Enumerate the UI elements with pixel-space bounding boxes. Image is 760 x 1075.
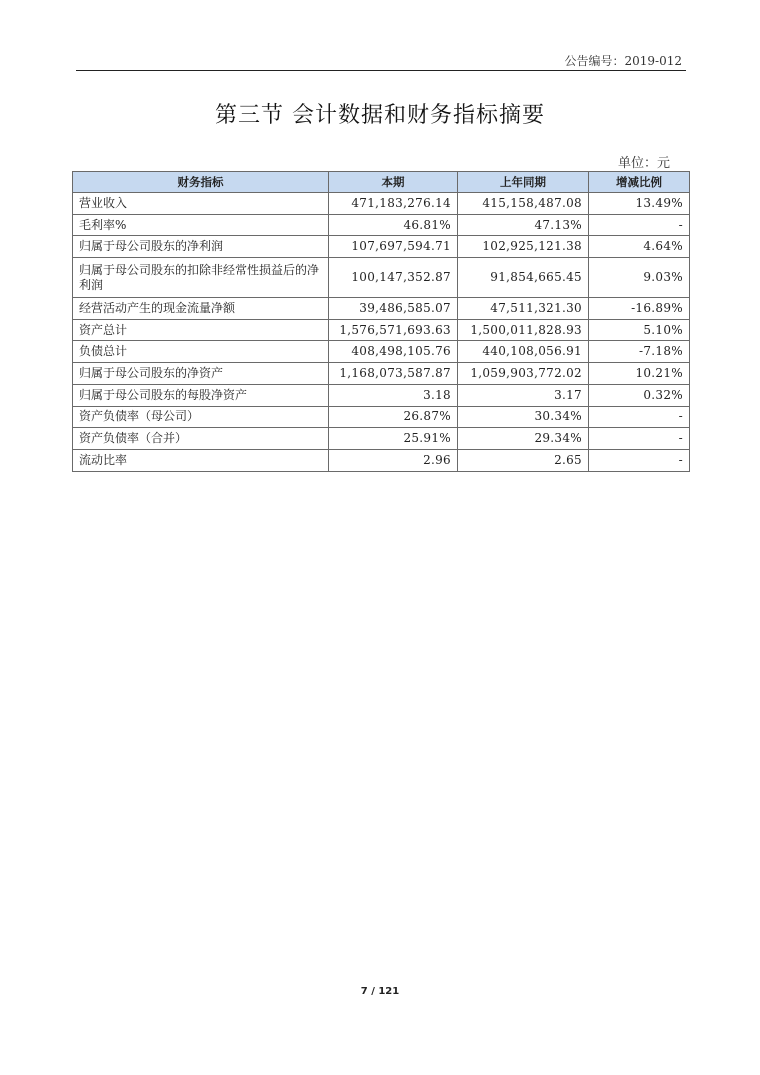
row-previous: 91,854,665.45 [458, 258, 589, 298]
row-previous: 47.13% [458, 214, 589, 236]
row-current: 26.87% [329, 406, 458, 428]
row-name: 营业收入 [73, 193, 329, 215]
section-title: 第三节 会计数据和财务指标摘要 [215, 103, 545, 128]
row-current: 107,697,594.71 [329, 236, 458, 258]
table-row [73, 319, 690, 341]
table-row [73, 341, 690, 363]
row-previous: 29.34% [458, 428, 589, 450]
table-row [73, 258, 690, 298]
page-number: 7 / 121 [360, 986, 400, 997]
row-change: -7.18% [589, 341, 690, 363]
row-current: 3.18 [329, 384, 458, 406]
row-current: 408,498,105.76 [329, 341, 458, 363]
table-row [73, 236, 690, 258]
row-current: 2.96 [329, 449, 458, 471]
table-row [73, 384, 690, 406]
table-row [73, 363, 690, 385]
row-change: 10.21% [589, 363, 690, 385]
table-row [73, 449, 690, 471]
row-current: 39,486,585.07 [329, 298, 458, 320]
row-current: 1,168,073,587.87 [329, 363, 458, 385]
row-name: 归属于母公司股东的净利润 [73, 236, 329, 258]
column-header-change: 增减比例 [589, 172, 690, 193]
table-row [73, 298, 690, 320]
row-change: 4.64% [589, 236, 690, 258]
header-divider [76, 70, 686, 71]
row-name: 毛利率% [73, 214, 329, 236]
row-current: 1,576,571,693.63 [329, 319, 458, 341]
row-change: 0.32% [589, 384, 690, 406]
row-current: 25.91% [329, 428, 458, 450]
row-name: 归属于母公司股东的扣除非经常性损益后的净利润 [73, 258, 329, 298]
row-current: 46.81% [329, 214, 458, 236]
unit-label: 单位：元 [617, 156, 670, 171]
row-current: 471,183,276.14 [329, 193, 458, 215]
row-change: 9.03% [589, 258, 690, 298]
row-change: 5.10% [589, 319, 690, 341]
row-name: 经营活动产生的现金流量净额 [73, 298, 329, 320]
row-name: 资产总计 [73, 319, 329, 341]
row-previous: 102,925,121.38 [458, 236, 589, 258]
row-previous: 47,511,321.30 [458, 298, 589, 320]
announcement-number: 公告编号：2019-012 [564, 54, 682, 68]
row-name: 负债总计 [73, 341, 329, 363]
row-name: 资产负债率（母公司） [73, 406, 329, 428]
row-name: 归属于母公司股东的净资产 [73, 363, 329, 385]
table-row [73, 193, 690, 215]
column-header-current: 本期 [329, 172, 458, 193]
row-previous: 1,500,011,828.93 [458, 319, 589, 341]
column-header-previous: 上年同期 [458, 172, 589, 193]
row-change: - [589, 428, 690, 450]
row-previous: 1,059,903,772.02 [458, 363, 589, 385]
row-name: 资产负债率（合并） [73, 428, 329, 450]
row-previous: 3.17 [458, 384, 589, 406]
row-name: 归属于母公司股东的每股净资产 [73, 384, 329, 406]
financial-summary-table [72, 171, 690, 472]
table-header-row [73, 172, 690, 193]
row-previous: 30.34% [458, 406, 589, 428]
row-current: 100,147,352.87 [329, 258, 458, 298]
row-previous: 2.65 [458, 449, 589, 471]
row-name: 流动比率 [73, 449, 329, 471]
row-change: - [589, 449, 690, 471]
row-change: -16.89% [589, 298, 690, 320]
column-header-indicator: 财务指标 [73, 172, 329, 193]
row-previous: 415,158,487.08 [458, 193, 589, 215]
table-row [73, 406, 690, 428]
row-change: 13.49% [589, 193, 690, 215]
row-previous: 440,108,056.91 [458, 341, 589, 363]
row-change: - [589, 406, 690, 428]
table-row [73, 214, 690, 236]
row-change: - [589, 214, 690, 236]
table-row [73, 428, 690, 450]
